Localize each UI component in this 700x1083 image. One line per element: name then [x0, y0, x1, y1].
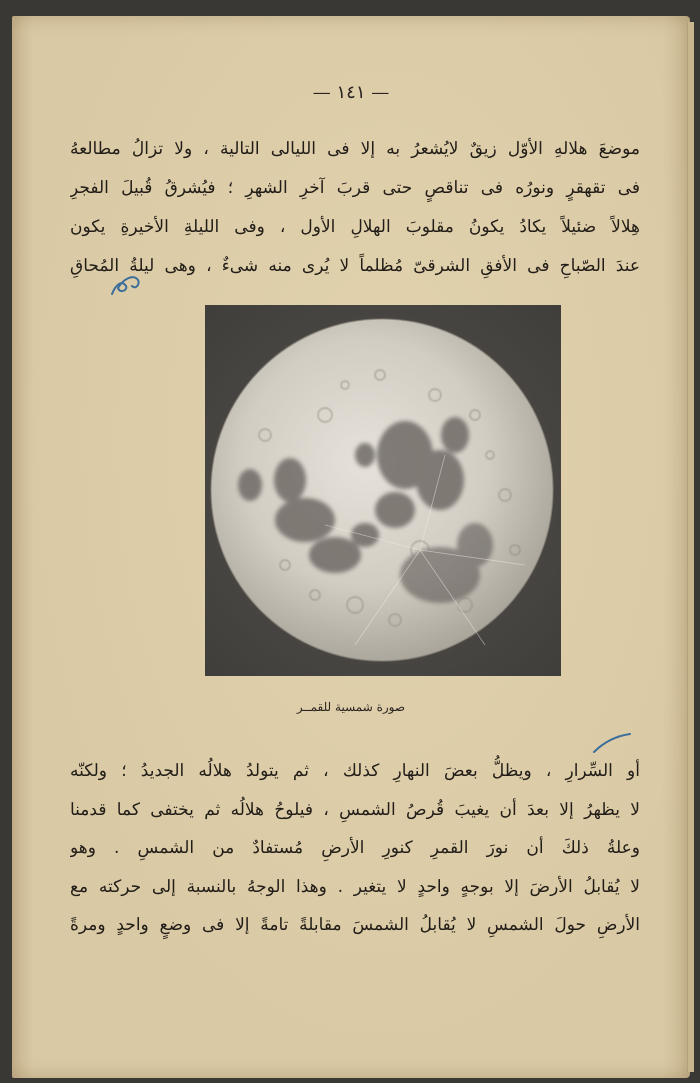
text-line: لا يظهرُ إلا بعدَ أن يغيبَ قُرصُ الشمسِ ، فيلوحُ هلالُه ثم يختفى كما قدمنا	[70, 799, 640, 820]
page-edge	[687, 22, 694, 1072]
text-line: لا يُقابلُ الأرضَ إلا بوجهٍ واحدٍ لا يتغير . وهذا الوجهُ بالنسبة إلى حركته مع	[70, 876, 640, 897]
text-line: الأرضِ حولَ الشمسِ لا يُقابلُ الشمسَ مقابلةً تامةً إلا فى وضعٍ واحدٍ ومرةً	[70, 915, 640, 935]
moon-illustration	[205, 305, 561, 676]
page-number: — ١٤١ —	[312, 82, 390, 103]
figure-caption: صورة شمسية للقمــر	[296, 700, 406, 714]
text-line: موضعَ هلالهِ الأوّل زيقٌ لايُشعرُ به إلا فى الليالى التالية ، ولا تزالُ مطالعهُ	[70, 139, 640, 159]
paragraph-bottom	[70, 752, 640, 945]
text-line: فى تقهقرٍ ونورُه فى تناقصٍ حتى قربَ آخرِ الشهرِ ؛ فيُشرقُ قُبيلَ الفجرِ	[70, 178, 640, 198]
text-line: عندَ الصّباحِ فى الأفقِ الشرقىّ مُظلماً لا يُرى منه شىءٌ ، وهى ليلةُ المُحاقِ	[70, 256, 640, 276]
text-line: هِلالاً ضئيلاً يكادُ يكونُ مقلوبَ الهلالِ الأول ، وفى الليلةِ الأخيرةِ يكون	[70, 217, 640, 237]
text-line: وعلةُ ذلكَ أن نورَ القمرِ كنورِ الأرضِ مُستفادٌ من الشمسِ . وهو	[70, 838, 640, 858]
moon-photograph	[205, 305, 561, 676]
text-line: أو السِّرارِ ، ويظلُّ بعضَ النهارِ كذلك ، ثم يتولدُ هلالُه الجديدُ ؛ ولكنّه	[70, 761, 640, 781]
paragraph-top	[70, 130, 640, 286]
handwritten-scribble-icon	[106, 264, 146, 304]
page-sheet	[12, 16, 690, 1078]
